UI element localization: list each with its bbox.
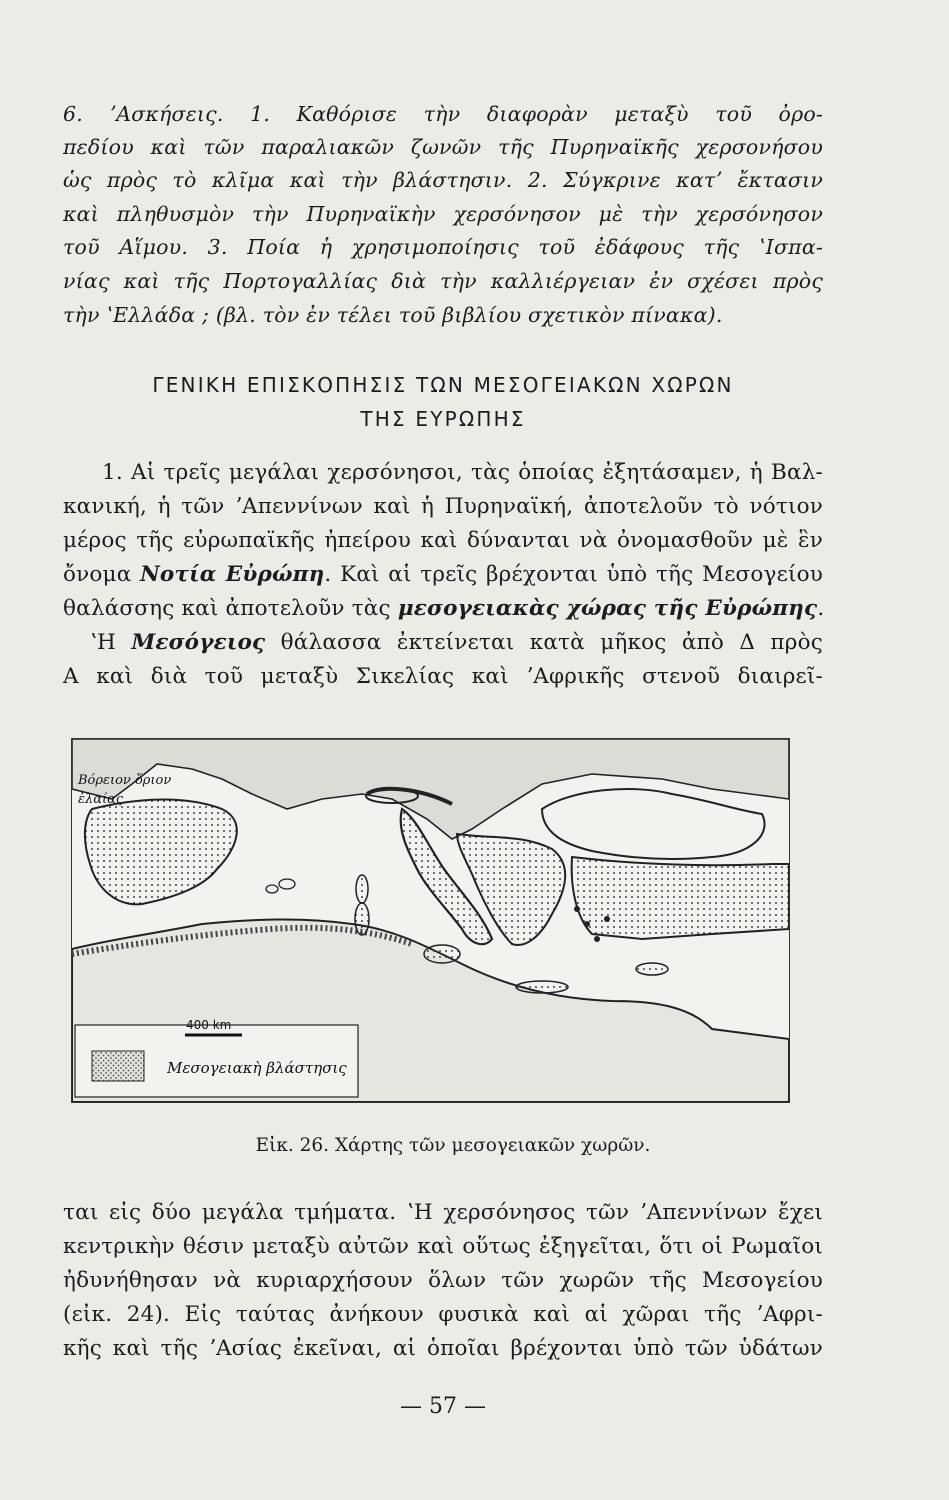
body-line-3: μέρος τῆς εὐρωπαϊκῆς ἠπείρου καὶ δύνανται νὰ ὀνομασθοῦν μὲ ἓν [63,528,823,553]
exercise-line-6: νίας καὶ τῆς Πορτογαλλίας διὰ τὴν καλλιέργειαν ἐν σχέσει πρὸς [63,269,823,293]
exercise-line-5: τοῦ Αἵμου. 3. Ποία ἡ χρησιμοποίησις τοῦ ἐδάφους τῆς ʽΙσπα- [63,235,823,259]
body-line-7: Α καὶ διὰ τοῦ μεταξὺ Σικελίας καὶ ʼΑφρικῆς στενοῦ διαιρεῖ- [63,664,823,689]
body2-line-4: (εἰκ. 24). Εἰς ταύτας ἀνήκουν φυσικὰ καὶ αἱ χῶραι τῆς ʼΑφρι- [63,1302,823,1327]
olive-limit-label-1: Βόρειον ὅριον [78,773,172,788]
anatolia [572,857,789,939]
exercise-line-3: ὡς πρὸς τὸ κλῖμα καὶ τὴν βλάστησιν. 2. Σύγκρινε κατʼ ἔκτασιν [63,168,823,192]
legend-swatch [92,1051,144,1081]
body2-line-1: ται εἰς δύο μεγάλα τμήματα. ʽΗ χερσόνησος τῶν ʼΑπεννίνων ἔχει [63,1200,823,1225]
page-number: — 57 — [400,1394,486,1419]
exercise-line-2: πεδίου καὶ τῶν παραλιακῶν ζωνῶν τῆς Πυρηναϊκῆς χερσονήσου [63,135,823,159]
figure-caption: Εἰκ. 26. Χάρτης τῶν μεσογειακῶν χωρῶν. [255,1135,651,1156]
term-mediterranean: Μεσόγειος [131,630,266,655]
body-line-1: 1. Αἱ τρεῖς μεγάλαι χερσόνησοι, τὰς ὁποίας ἐξητάσαμεν, ἡ Βαλ- [102,460,823,485]
mediterranean-map [71,738,790,1103]
body-line-4: ὄνομα Νοτία Εὐρώπη. Καὶ αἱ τρεῖς βρέχονται ὑπὸ τῆς Μεσογείου [63,562,823,587]
scale-label: 400 km [186,1018,232,1032]
section-heading-line-2: ΤΗΣ ΕΥΡΩΠΗΣ [360,407,526,431]
legend-label: Μεσογειακὴ βλάστησις [167,1059,347,1077]
body2-line-2: κεντρικὴν θέσιν μεταξὺ αὐτῶν καὶ οὕτως ἐξηγεῖται, ὅτι οἱ Ρωμαῖοι [63,1234,823,1259]
body-line-5: θαλάσσης καὶ ἀποτελοῦν τὰς μεσογειακὰς χώρας τῆς Εὐρώπης. [63,596,825,621]
body2-line-3: ἠδυνήθησαν νὰ κυριαρχήσουν ὅλων τῶν χωρῶν τῆς Μεσογείου [63,1268,823,1293]
section-heading-line-1: ΓΕΝΙΚΗ ΕΠΙΣΚΟΠΗΣΙΣ ΤΩΝ ΜΕΣΟΓΕΙΑΚΩΝ ΧΩΡΩΝ [152,373,734,397]
exercise-line-1: 6. ʼΑσκήσεις. 1. Καθόρισε τὴν διαφορὰν μεταξὺ τοῦ ὀρο- [63,102,823,126]
exercise-line-7: τὴν ʽΕλλάδα ; (βλ. τὸν ἐν τέλει τοῦ βιβλίου σχετικὸν πίνακα). [63,303,723,327]
body-line-2: κανική, ἡ τῶν ʼΑπεννίνων καὶ ἡ Πυρηναϊκή, ἀποτελοῦν τὸ νότιον [63,494,823,519]
body-line-6: ʽΗ Μεσόγειος θάλασσα ἐκτείνεται κατὰ μῆκος ἀπὸ Δ πρὸς [90,630,823,655]
olive-limit-label-2: ἐλαίας [78,792,124,807]
body2-line-5: κῆς καὶ τῆς ʼΑσίας ἐκεῖναι, αἱ ὁποῖαι βρέχονται ὑπὸ τῶν ὑδάτων [63,1336,823,1361]
term-southern-europe: Νοτία Εὐρώπη [140,562,325,587]
exercise-line-4: καὶ πληθυσμὸν τὴν Πυρηναϊκὴν χερσόνησον μὲ τὴν χερσόνησον [63,202,823,226]
term-mediterranean-countries: μεσογειακὰς χώρας τῆς Εὐρώπης [397,596,818,621]
